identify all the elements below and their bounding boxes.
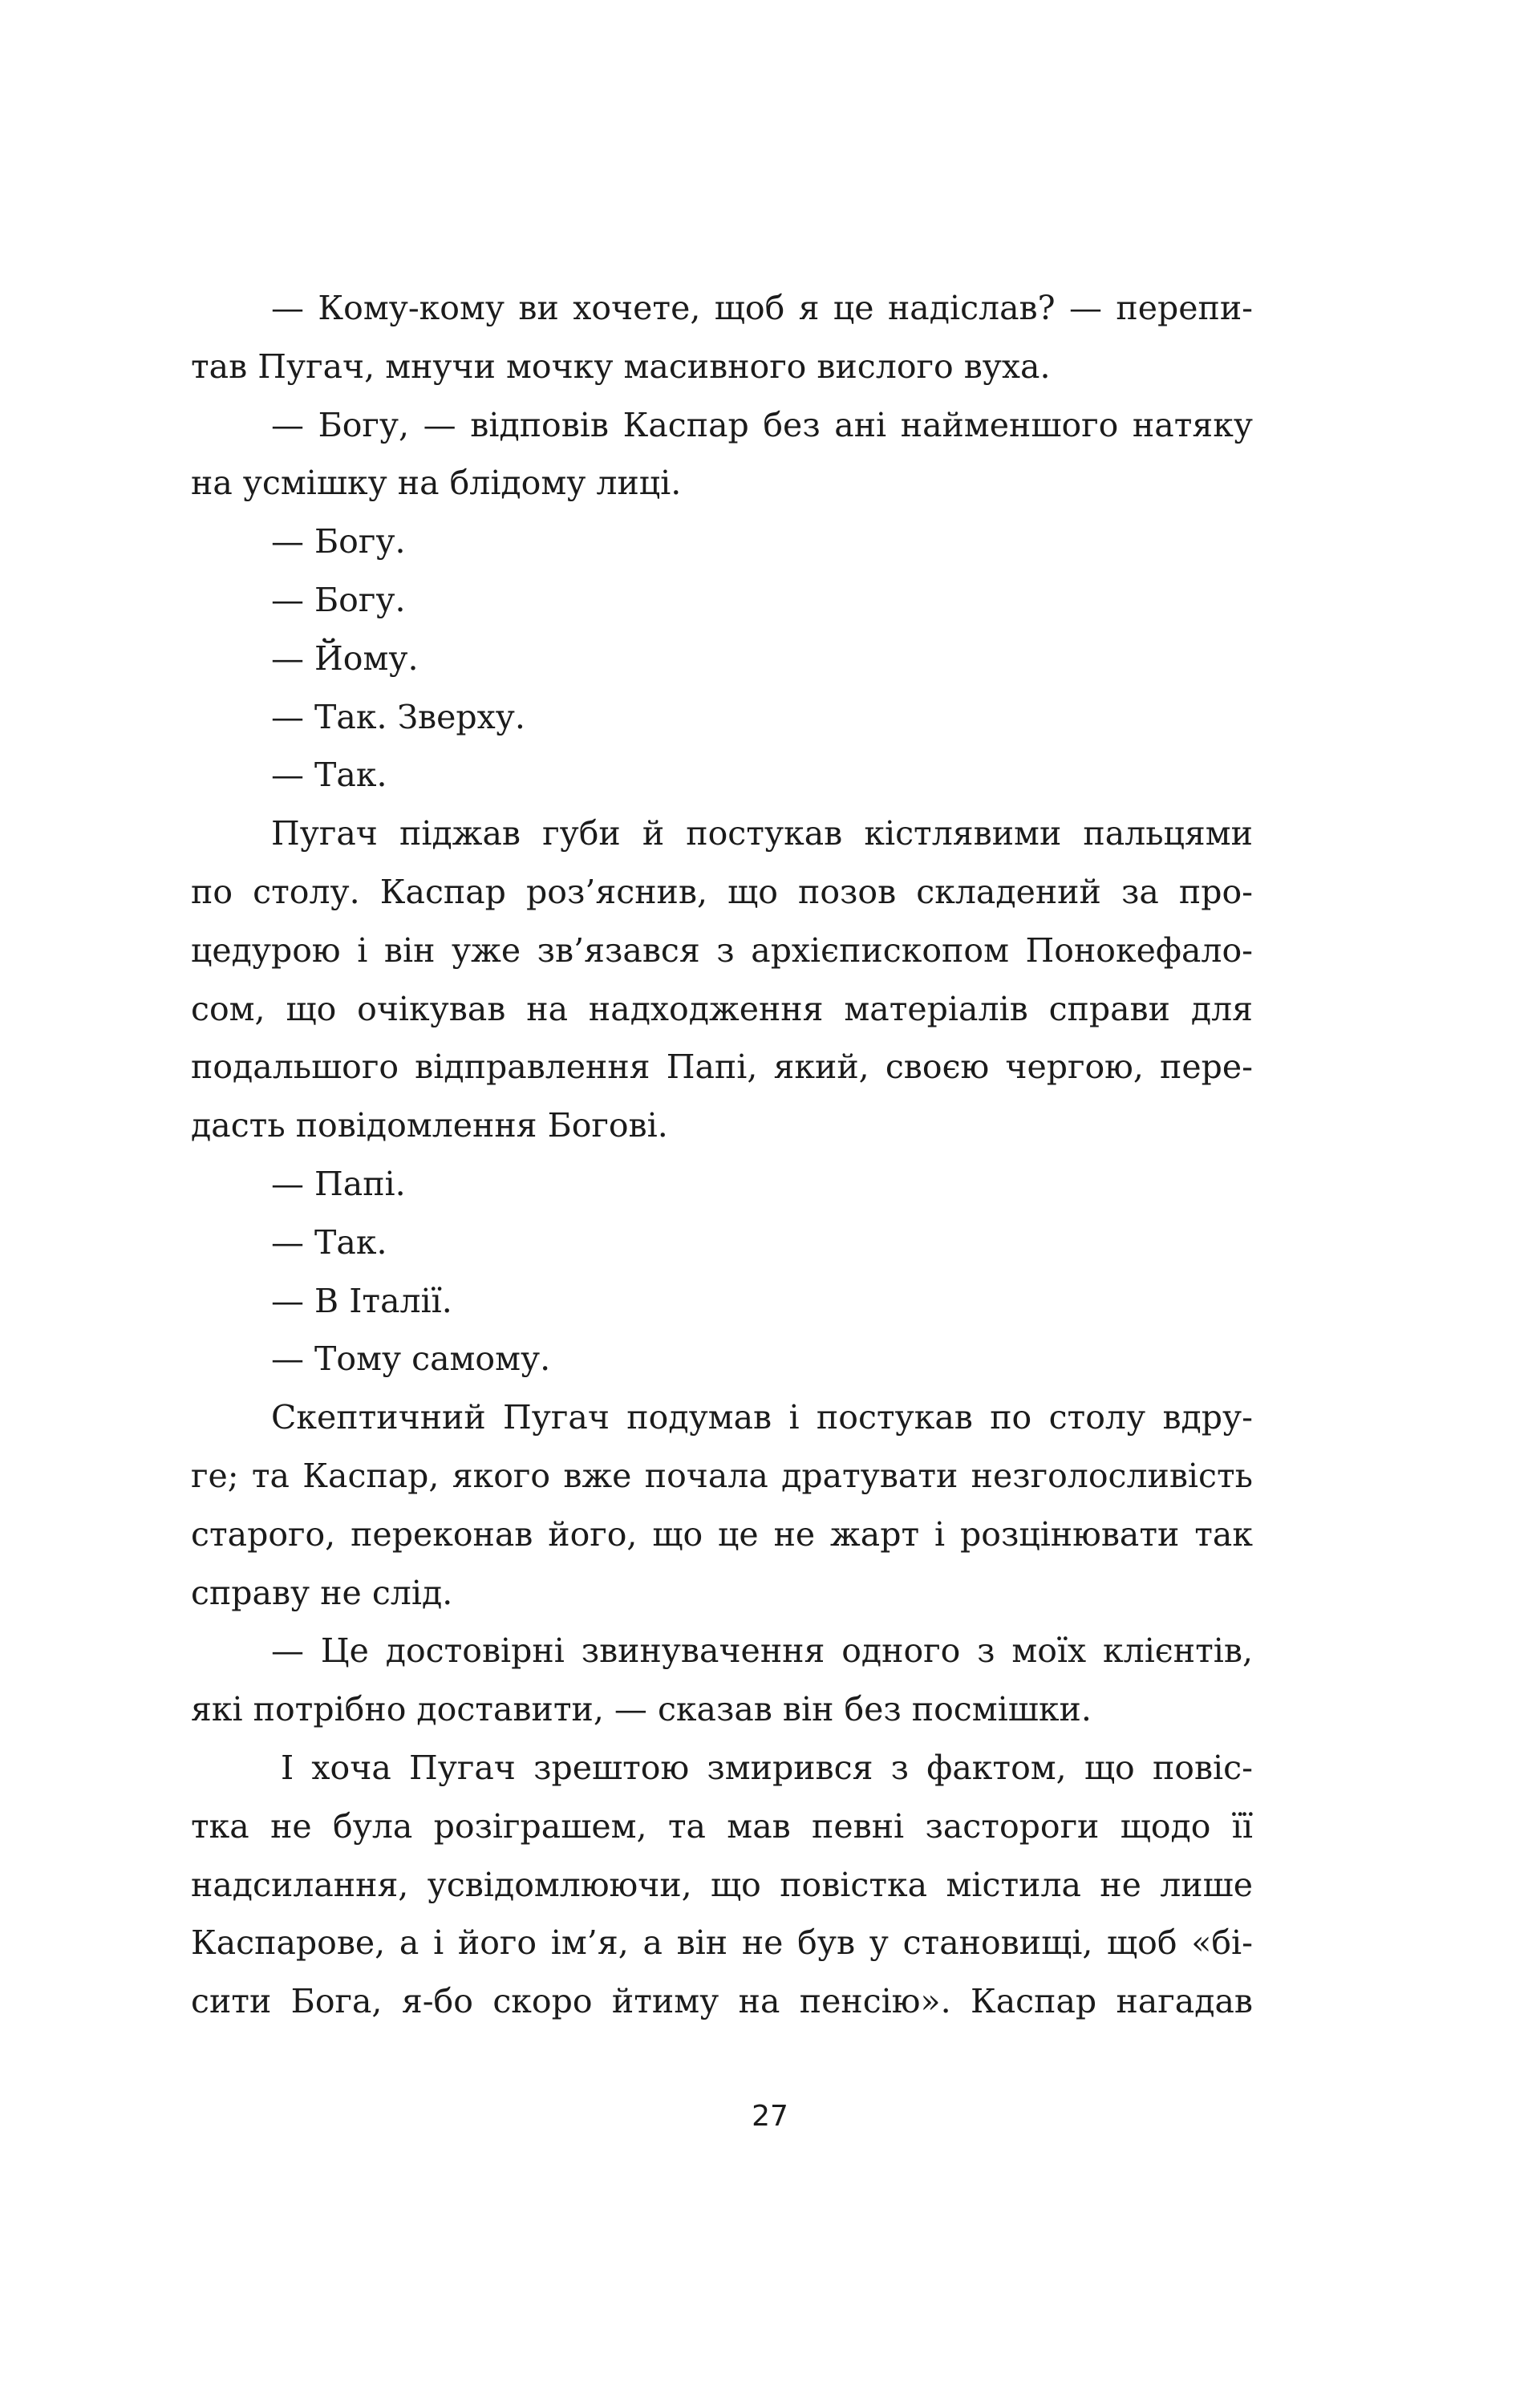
text-line: — Так. [271,1222,387,1262]
text-line: дасть повідомлення Богові. [191,1106,668,1145]
page-body-text [191,279,1253,2031]
text-line: — В Італії. [271,1281,452,1320]
text-line: ге; та Каспар, якого вже почала дратувати незголосливість [191,1456,1253,1495]
text-line: — Папі. [271,1164,406,1203]
page-number: 27 [752,2100,788,2133]
text-line: сити Бога, я-бо скоро йтиму на пенсію». Каспар нагадав [191,1982,1253,2021]
text-line: сом, що очікував на надходження матеріалів справи для [191,989,1253,1028]
text-line: які потрібно доставити, — сказав він без посмішки. [191,1690,1092,1729]
text-line: — Так. [271,756,387,795]
text-line: тка не була розіграшем, та мав певні застороги щодо її [191,1806,1253,1846]
text-line: Пугач піджав губи й постукав кістлявими пальцями [271,814,1253,853]
text-line: по столу. Каспар роз’яснив, що позов складений за про- [191,872,1253,911]
text-line: надсилання, усвідомлюючи, що повістка містила не лише [191,1865,1253,1904]
text-line: старого, переконав його, що це не жарт і розцінювати так [191,1514,1253,1554]
text-line: Скептичний Пугач подумав і постукав по столу вдру- [271,1398,1253,1437]
text-line: подальшого відправлення Папі, який, своєю чергою, пере- [191,1048,1253,1087]
text-line: І хоча Пугач зрештою змирився з фактом, що повіс- [281,1748,1253,1787]
text-line: — Йому. [271,638,419,678]
text-line: — Богу. [271,580,406,619]
text-line: цедурою і він уже зв’язався з архієпископом Понокефало- [191,930,1253,970]
text-line: — Це достовірні звинувачення одного з моїх клієнтів, [271,1631,1253,1671]
text-line: — Богу, — відповів Каспар без ані найменшого натяку [271,405,1253,444]
text-line: — Так. Зверху. [271,697,525,736]
text-line: — Кому-кому ви хочете, щоб я це надіслав? — перепи- [271,289,1253,327]
text-line: справу не слід. [191,1573,453,1612]
text-line: — Богу. [271,522,406,561]
text-line: тав Пугач, мнучи мочку масивного вислого вуха. [191,346,1051,386]
text-line: — Тому самому. [271,1339,551,1379]
text-line: на усмішку на блідому лиці. [191,464,682,503]
text-line: Каспарове, а і його ім’я, а він не був у становищі, щоб «бі- [191,1923,1253,1963]
